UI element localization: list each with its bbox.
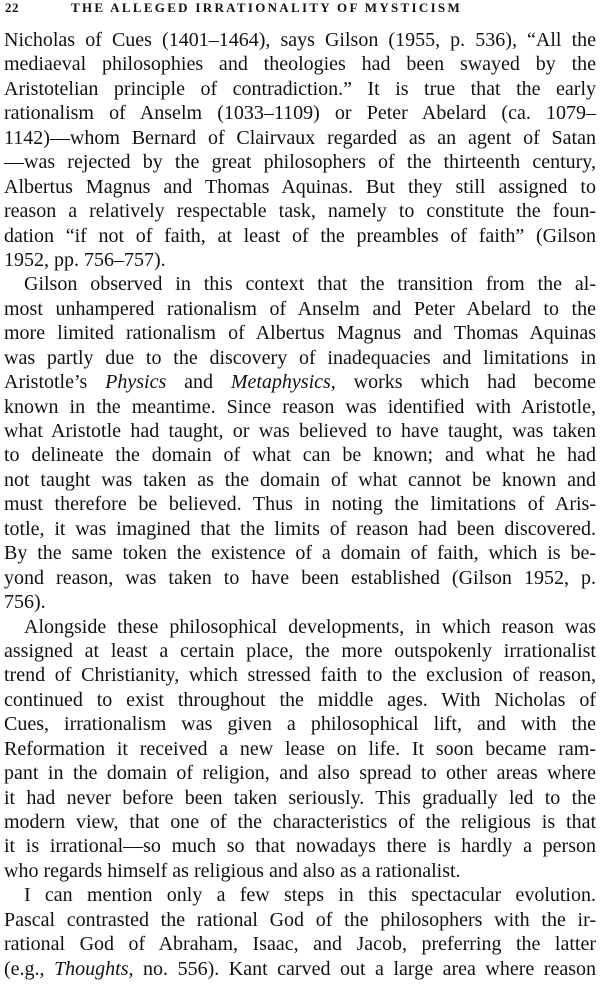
text-line: modern view, that one of the characteristics of the religious is that	[4, 811, 596, 833]
text-line: continued to exist throughout the middle ages. With Nicholas of	[4, 688, 596, 711]
text-line: Cues, irrationalism was given a philosophical lift, and with the	[4, 713, 596, 736]
text-line: Pascal contrasted the rational God of the philosophers with the ir-	[4, 908, 596, 931]
body-text	[4, 28, 596, 981]
page-number: 22	[5, 0, 19, 15]
text-line: totle, it was imagined that the limits of reason had been discovered.	[4, 517, 596, 540]
text-line: it is irrational—so much so that nowadays there is hardly a person	[4, 835, 596, 858]
text-line: By the same token the existence of a domain of faith, which is be-	[4, 542, 596, 565]
text-line: trend of Christianity, which stressed faith to the exclusion of reason,	[4, 664, 596, 687]
italic-title: Physics	[105, 371, 167, 394]
paragraph	[4, 883, 596, 981]
text-line: rational God of Abraham, Isaac, and Jacob, preferring the latter	[4, 933, 596, 956]
running-head	[5, 0, 595, 18]
text-line: what Aristotle had taught, or was believed to have taught, was taken	[4, 420, 596, 442]
text-line: pant in the domain of religion, and also spread to other areas where	[4, 762, 596, 785]
text-line: to delineate the domain of what can be known; and what he had	[4, 444, 596, 467]
text-line: who regards himself as religious and also as a rationalist.	[4, 859, 461, 882]
text-line: I can mention only a few steps in this spectacular evolution.	[24, 884, 596, 907]
text-line: Nicholas of Cues (1401–1464), says Gilson (1955, p. 536), “All the	[4, 29, 596, 51]
text-line: Aristotle’s Physics and Metaphysics, works which had become	[4, 371, 596, 394]
text-line: assigned at least a certain place, the more outspokenly irrationalist	[4, 639, 596, 662]
text-line: 756).	[4, 591, 46, 614]
text-line: —was rejected by the great philosophers of the thirteenth century,	[4, 151, 596, 174]
text-line: rationalism of Anselm (1033–1109) or Peter Abelard (ca. 1079–	[4, 102, 596, 125]
italic-title: Metaphysics,	[230, 371, 336, 394]
text-line: yond reason, was taken to have been established (Gilson 1952, p.	[4, 566, 596, 589]
text-line: 1142)—whom Bernard of Clairvaux regarded as an agent of Satan	[4, 126, 596, 149]
text-line: (e.g., Thoughts, no. 556). Kant carved out a large area where reason	[4, 957, 596, 980]
text-line: reason a relatively respectable task, namely to constitute the foun-	[4, 200, 596, 223]
italic-title: Thoughts,	[54, 957, 134, 980]
text-line: must therefore be believed. Thus in noting the limitations of Aris-	[4, 493, 596, 516]
text-line: Reformation it received a new lease on life. It soon became ram-	[4, 737, 596, 760]
text-line: was partly due to the discovery of inadequacies and limitations in	[4, 346, 596, 369]
paragraph	[4, 28, 596, 272]
text-line: more limited rationalism of Albertus Magnus and Thomas Aquinas	[4, 322, 596, 345]
text-line: dation “if not of faith, at least of the preambles of faith” (Gilson	[4, 224, 596, 247]
paragraph	[4, 615, 596, 884]
text-line: known in the meantime. Since reason was identified with Aristotle,	[4, 395, 596, 418]
text-line: it had never before been taken seriously. This gradually led to the	[4, 786, 596, 809]
text-line: most unhampered rationalism of Anselm and Peter Abelard to the	[4, 297, 596, 320]
text-line: Alongside these philosophical developments, in which reason was	[24, 615, 596, 638]
text-line: 1952, pp. 756–757).	[4, 248, 166, 271]
text-line: Aristotelian principle of contradiction.” It is true that the early	[4, 77, 596, 100]
text-line: mediaeval philosophies and theologies had been swayed by the	[4, 53, 596, 76]
text-line: Gilson observed in this context that the transition from the al-	[24, 273, 596, 296]
paragraph	[4, 272, 596, 614]
text-line: not taught was taken as the domain of what cannot be known and	[4, 468, 596, 491]
running-head-title: THE ALLEGED IRRATIONALITY OF MYSTICISM	[71, 0, 463, 15]
text-line: Albertus Magnus and Thomas Aquinas. But they still assigned to	[4, 175, 596, 198]
